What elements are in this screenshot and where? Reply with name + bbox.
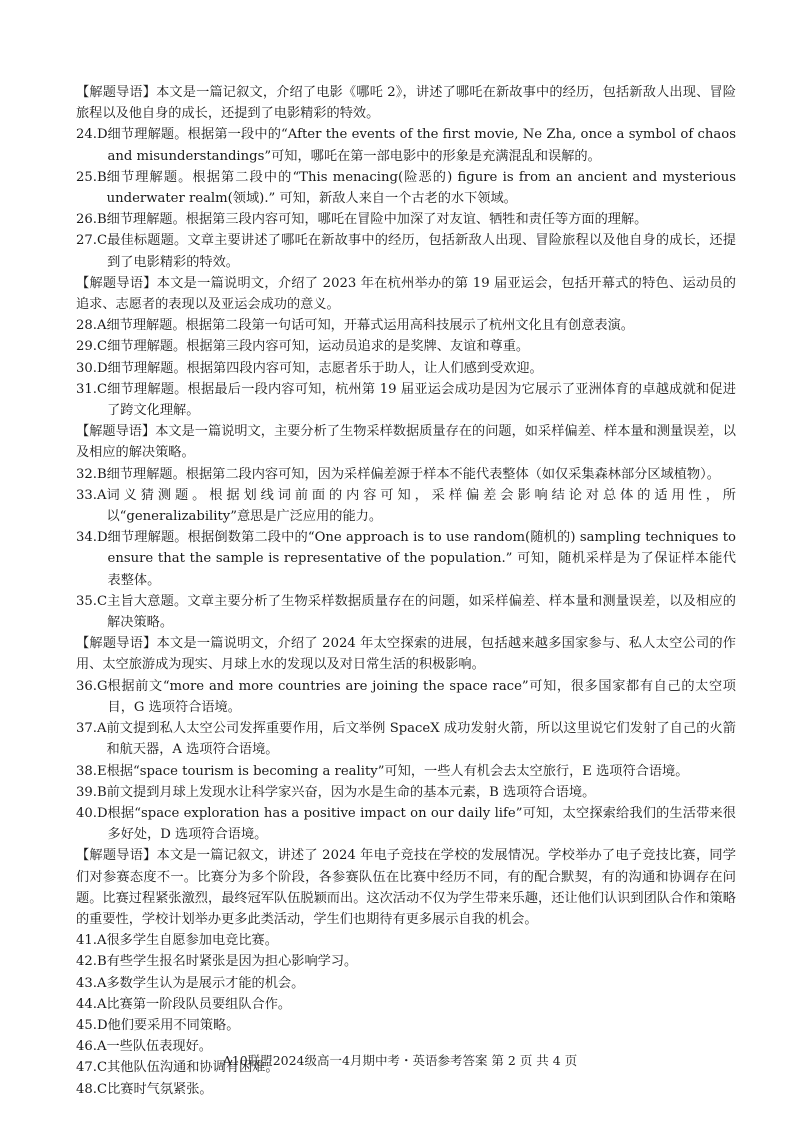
answer-item (76, 718, 736, 760)
answer-item (76, 591, 736, 633)
answer-number: 26.B (76, 212, 107, 228)
answer-explanation: 细节理解题。根据第四段内容可知，志愿者乐于助人，让人们感到受欢迎。 (107, 360, 543, 376)
answer-item (76, 930, 736, 951)
answer-key-content (76, 82, 736, 1100)
answer-number: 36.G (76, 678, 108, 694)
answer-number: 47.C (76, 1060, 108, 1076)
answer-explanation: 一些队伍表现好。 (106, 1039, 212, 1055)
answer-explanation: 多数学生认为是展示才能的机会。 (106, 975, 305, 991)
answer-explanation: 细节理解题。根据第三段内容可知，运动员追求的是奖牌、友谊和尊重。 (107, 339, 530, 355)
answer-item (76, 951, 736, 972)
answer-number: 45.D (76, 1017, 108, 1033)
answer-number: 38.E (76, 763, 107, 779)
answer-number: 33.A (76, 487, 107, 503)
answer-item (76, 782, 736, 803)
answer-explanation: 比赛第一阶段队员要组队合作。 (106, 996, 292, 1012)
answer-item (76, 230, 736, 272)
answer-item (76, 315, 736, 336)
answer-explanation: 细节理解题。根据第二段中的“This menacing(险恶的) figure is from an ancient and mysterious underwater realm(领域).” 可知，新敌人来自一个古老的水下领域。 (106, 169, 736, 207)
answer-item (76, 973, 736, 994)
answer-explanation: 细节理解题。根据第三段内容可知，哪吒在冒险中加深了对友谊、牺牲和责任等方面的理解。 (106, 212, 648, 228)
answer-explanation: 根据“space tourism is becoming a reality”可知，一些人有机会去太空旅行，E 选项符合语境。 (106, 763, 689, 779)
answer-number: 44.A (76, 996, 107, 1012)
answer-number: 37.A (76, 721, 107, 737)
answer-number: 34.D (76, 530, 108, 546)
answer-number: 39.B (76, 784, 107, 800)
answer-explanation: 词义猜测题。根据划线词前面的内容可知，采样偏差会影响结论对总体的适用性，所以“generalizability”意思是广泛应用的能力。 (106, 487, 736, 525)
answer-explanation: 细节理解题。根据最后一段内容可知，杭州第 19 届亚运会成功是因为它展示了亚洲体育的卓越成就和促进了跨文化理解。 (107, 381, 736, 419)
answer-item (76, 676, 736, 718)
answer-number: 35.C (76, 593, 108, 609)
answer-number: 42.B (76, 954, 107, 970)
answer-number: 48.C (76, 1081, 108, 1097)
answer-explanation: 根据前文“more and more countries are joining the space race”可知，很多国家都有自己的太空项目，G 选项符合语境。 (107, 678, 736, 715)
answer-item (76, 1015, 736, 1036)
answer-number: 40.D (76, 805, 108, 821)
answer-number: 30.D (76, 360, 108, 376)
answer-item (76, 1079, 736, 1100)
answer-number: 29.C (76, 339, 108, 355)
answer-explanation: 其他队伍沟通和协调有困难。 (107, 1060, 279, 1076)
answer-number: 46.A (76, 1039, 107, 1055)
answer-explanation: 很多学生自愿参加电竞比赛。 (106, 933, 278, 949)
answer-explanation: 有些学生报名时紧张是因为担心影响学习。 (106, 954, 358, 970)
answer-item (76, 336, 736, 357)
answer-explanation: 前文提到私人太空公司发挥重要作用，后文举例 SpaceX 成功发射火箭，所以这里说它们发射了自己的火箭和航天器，A 选项符合语境。 (106, 721, 736, 758)
answer-item (76, 527, 736, 591)
answer-number: 41.A (76, 933, 107, 949)
answer-explanation: 细节理解题。根据第二段第一句话可知，开幕式运用高科技展示了杭州文化且有创意表演。 (106, 318, 634, 334)
answer-explanation: 根据“space exploration has a positive impact on our daily life”可知，太空探索给我们的生活带来很多好处，D 选项符合语境。 (107, 805, 736, 843)
passage-guide-paragraph: 【解题导语】本文是一篇记叙文，讲述了 2024 年电子竞技在学校的发展情况。学校举办了电子竞技比赛，同学们对参赛态度不一。比赛分为多个阶段，各参赛队伍在比赛中经历不同，有的配合默契，有的沟通和协调存在问题。比赛过程紧张激烈，最终冠军队伍脱颖而出。这次活动不仅为学生带来乐趣，还让他们认识到团队合作和策略的重要性，学校计划举办更多此类活动，学生们也期待有更多展示自我的机会。 (76, 848, 736, 927)
answer-item (76, 124, 736, 166)
passage-guide-paragraph: 【解题导语】本文是一篇记叙文，介绍了电影《哪吒 2》，讲述了哪吒在新故事中的经历，包括新敌人出现、冒险旅程以及他自身的成长，还提到了电影精彩的特效。 (76, 85, 736, 122)
answer-number: 28.A (76, 318, 107, 334)
answer-number: 27.C (76, 233, 108, 249)
answer-explanation: 比赛时气氛紧张。 (107, 1081, 213, 1097)
answer-item (76, 358, 736, 379)
answer-explanation: 主旨大意题。文章主要分析了生物采样数据质量存在的问题，如采样偏差、样本量和测量误差，以及相应的解决策略。 (107, 593, 736, 631)
answer-explanation: 细节理解题。根据倒数第二段中的“One approach is to use random(随机的) sampling techniques to ensure that the sample is representative of the population.” 可知，随机采样是为了保证样本能代表整体。 (107, 530, 736, 588)
answer-number: 31.C (76, 381, 108, 397)
answer-item (76, 209, 736, 230)
answer-number: 25.B (76, 169, 107, 185)
answer-item (76, 379, 736, 421)
answer-explanation: 前文提到月球上发现水让科学家兴奋，因为水是生命的基本元素，B 选项符合语境。 (106, 784, 596, 800)
answer-item (76, 803, 736, 845)
answer-number: 32.B (76, 466, 107, 482)
passage-guide-paragraph: 【解题导语】本文是一篇说明文，主要分析了生物采样数据质量存在的问题，如采样偏差、样本量和测量误差，以及相应的解决策略。 (76, 424, 736, 461)
page-footer: A10联盟2024级高一4月期中考・英语参考答案 第 2 页 共 4 页 (222, 1053, 578, 1068)
answer-explanation: 细节理解题。根据第二段内容可知，因为采样偏差源于样本不能代表整体（如仅采集森林部分区域植物）。 (106, 466, 720, 482)
answer-item (76, 994, 736, 1015)
answer-item (76, 485, 736, 527)
answer-explanation: 最佳标题题。文章主要讲述了哪吒在新故事中的经历，包括新敌人出现、冒险旅程以及他自身的成长，还提到了电影精彩的特效。 (107, 233, 736, 270)
answer-explanation: 细节理解题。根据第一段中的“After the events of the first movie, Ne Zha, once a symbol of chaos and misunderstandings”可知，哪吒在第一部电影中的形象是充满混乱和误解的。 (107, 127, 736, 164)
answer-explanation: 他们要采用不同策略。 (107, 1017, 240, 1033)
answer-number: 24.D (76, 127, 108, 143)
answer-item (76, 464, 736, 485)
answer-item (76, 761, 736, 782)
answer-item (76, 167, 736, 209)
passage-guide-paragraph: 【解题导语】本文是一篇说明文，介绍了 2023 年在杭州举办的第 19 届亚运会，包括开幕式的特色、运动员的追求、志愿者的表现以及亚运会成功的意义。 (76, 275, 736, 313)
passage-guide-paragraph: 【解题导语】本文是一篇说明文，介绍了 2024 年太空探索的进展，包括越来越多国家参与、私人太空公司的作用、太空旅游成为现实、月球上水的发现以及对日常生活的积极影响。 (76, 636, 736, 673)
answer-number: 43.A (76, 975, 107, 991)
